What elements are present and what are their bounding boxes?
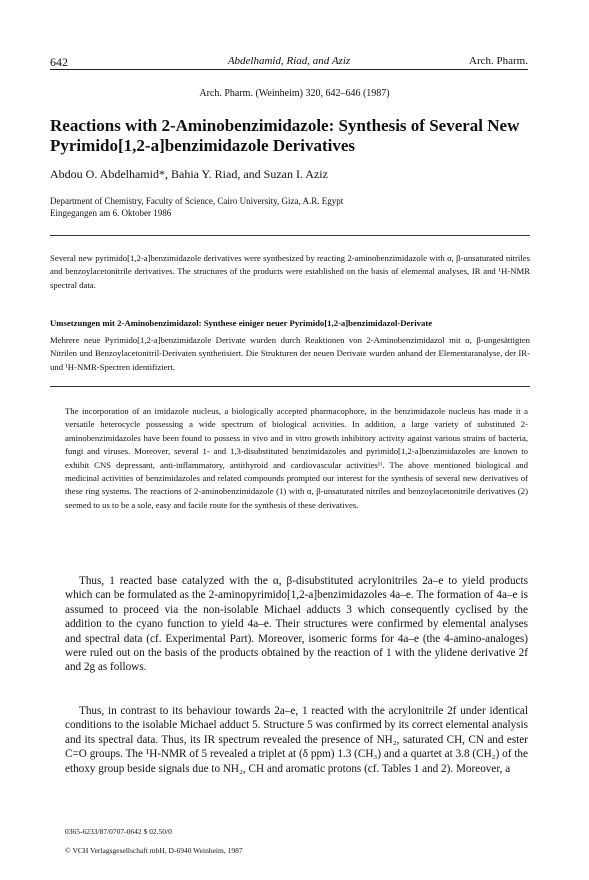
page-number: 642: [50, 55, 68, 69]
copyright-line: © VCH Verlagsgesellschaft mbH, D-6940 Weinheim, 1987: [65, 846, 243, 855]
running-header: [50, 55, 528, 69]
affiliation: [50, 195, 343, 219]
citation: Arch. Pharm. (Weinheim) 320, 642–646 (1987): [199, 88, 390, 99]
body-paragraph: Thus, in contrast to its behaviour towards 2a–e, 1 reacted with the acrylonitrile 2f under identical conditions to the isolable Michael adduct 5. Structure 5 was confirmed by its correct elemental analysis and its spectral data. Thus, its IR spectrum revealed the presence of NH₂, saturated CH, CN and ester C=O groups. The ¹H-NMR of 5 revealed a triplet at (δ ppm) 1.3 (CH₃) and a quartet at 3.8 (CH₂) of the ethoxy group beside signals due to NH₂, CH and aromatic protons (cf. Tables 1 and 2). Moreover, a: [65, 705, 528, 775]
title-line-2: Pyrimido[1,2-a]benzimidazole Derivatives: [50, 136, 355, 155]
introduction-paragraph: The incorporation of an imidazole nucleus, a biologically accepted pharmacophore, in the benzimidazole nucleus has made it a versatile heterocycle possessing a wide spectrum of biological activities. In addition, a large variety of substituted 2-aminobenzimidazoles have been found to possess in vivo and in vitro growth inhibitory activity against various strains of bacteria, fungi and viruses. Moreover, several 1- and 1,3-disubstituted benzimidazoles and pyrimido[1,2-a]benzimidazoles are known to exhibit CNS depressant, anti-inflammatory, antithyroid and cardiovascular activities¹⁾. The above mentioned biological and medicinal activities of benzimidazoles and related compounds prompted our interest for the synthesis of several new derivatives of these ring systems. The reactions of 2-aminobenzimidazole (1) with α, β-unsaturated nitriles and benzoylacetonitrile derivatives (2) seemed to us to be a sole, easy and facile route for the synthesis of these derivatives.: [65, 406, 528, 510]
body-paragraph: Thus, 1 reacted base catalyzed with the α, β-disubstituted acrylonitriles 2a–e to yield products which can be formulated as the 2-aminopyrimido[1,2-a]benzimidazoles 4a–e. The formation of 4a–e is assumed to proceed via the non-isolable Michael adducts 3 which consequently cyclised by the addition to the cyano function to yield 4a–e. Their structures were confirmed by elemental analyses and spectral data (cf. Experimental Part). Moreover, isomeric forms for 4a–e (the 4-amino-analoges) were ruled out on the basis of the products obtained by the reaction of 1 with the ylidene derivative 2f and 2g as follows.: [65, 575, 528, 674]
affiliation-line: Department of Chemistry, Faculty of Science, Cairo University, Giza, A.R. Egypt: [50, 196, 344, 206]
author-list: Abdou O. Abdelhamid*, Bahia Y. Riad, and Suzan I. Aziz: [50, 167, 328, 181]
section-rule: [50, 386, 530, 387]
abstract-german-title: Umsetzungen mit 2-Aminobenzimidazol: Synthese einiger neuer Pyrimido[1,2-a]benzimidazol-Derivate: [50, 318, 433, 328]
received-date: Eingegangen am 6. Oktober 1986: [50, 208, 172, 218]
section-rule: [50, 235, 530, 236]
title-line-1: Reactions with 2-Aminobenzimidazole: Synthesis of Several New: [50, 116, 520, 135]
running-authors: Abdelhamid, Riad, and Aziz: [227, 55, 351, 67]
header-rule: [50, 69, 528, 70]
abstract-english: Several new pyrimido[1,2-a]benzimidazole derivatives were synthesized by reacting 2-aminobenzimidazole with α, β-unsaturated nitriles and benzoylacetonitrile derivatives. The structures of the products were established on the basis of elemental analyses, IR and ¹H-NMR spectral data.: [50, 253, 530, 290]
abstract-german: Mehrere neue Pyrimido[1,2-a]benzimidazole Derivate wurden durch Reaktionen von 2-Aminobenzimidazol mit α, β-ungesättigten Nitrilen und Benzoylacetonitril-Derivaten synthetisiert. Die Strukturen der neuen Derivate wurden anhand der Elementaranalyse, der IR- und ¹H-NMR-Spectren identifiziert.: [50, 335, 530, 372]
journal-short: Arch. Pharm.: [469, 55, 528, 67]
article-title: [50, 116, 530, 156]
article-code: 0365-6233/87/0707-0642 $ 02.50/0: [65, 827, 172, 836]
